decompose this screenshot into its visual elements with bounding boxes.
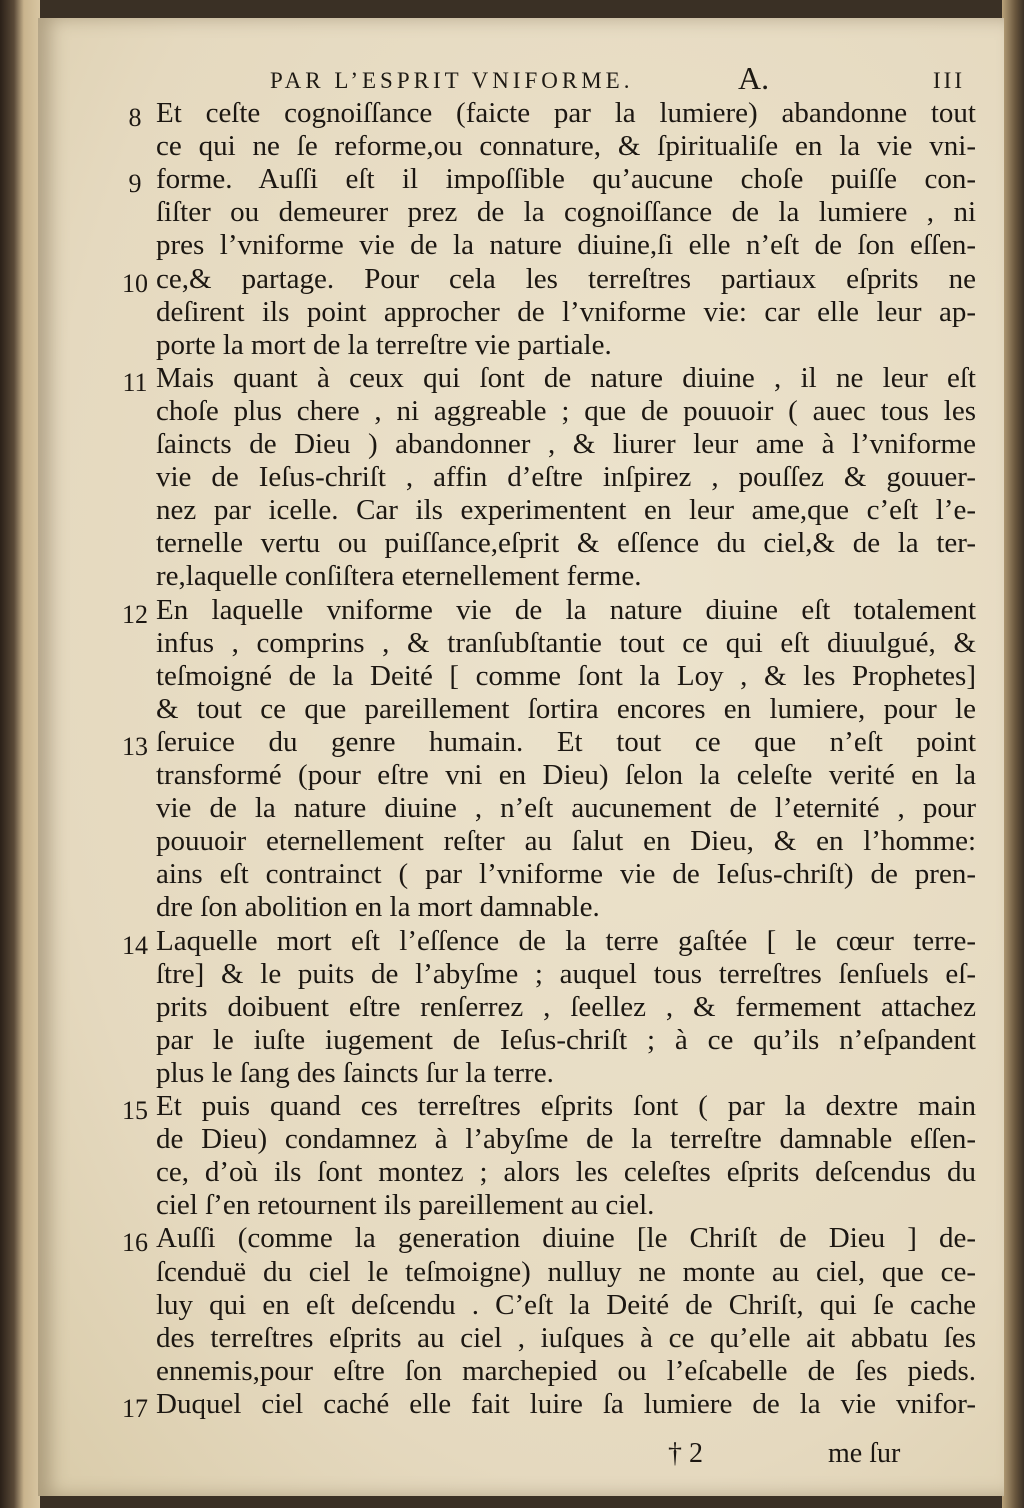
- text-line: porte la mort de la terreſtre vie partiale.: [156, 329, 612, 361]
- verse-number: 9: [128, 169, 142, 198]
- text-line: Et ceſte cognoiſſance (faicte par la lumiere) abandonne tout: [156, 97, 976, 129]
- text-line: Et puis quand ces terreſtres eſprits ſont ( par la dextre main: [156, 1090, 976, 1122]
- text-line: ce, d’où ils ſont montez ; alors les celeſtes eſprits deſcendus du: [156, 1156, 976, 1188]
- page-edge: [1002, 0, 1024, 1508]
- text-line: ce,& partage. Pour cela les terreſtres partiaux eſprits ne: [156, 263, 976, 295]
- page-header: [38, 60, 1004, 100]
- verse-number: 13: [122, 732, 148, 761]
- text-line: prits doibuent eſtre renſerrez , ſeellez , & fermement attachez: [156, 991, 976, 1023]
- signature-letter: A.: [738, 60, 770, 96]
- text-line: teſmoigné de la Deité [ comme ſont la Loy , & les Prophetes]: [156, 660, 976, 692]
- text-line: de Dieu) condamnez à l’abyſme de la terreſtre damnable eſſen-: [156, 1123, 976, 1155]
- verse-number: 11: [122, 368, 148, 397]
- text-line: ciel ſ’en retournent ils pareillement au ciel.: [156, 1189, 655, 1221]
- text-line: forme. Auſſi eſt il impoſſible qu’aucune choſe puiſſe con-: [156, 163, 976, 195]
- text-line: ſcenduë du ciel le teſmoigne) nulluy ne monte au ciel, que ce-: [156, 1256, 976, 1288]
- text-line: & tout ce que pareillement ſortira encores en lumiere, pour le: [156, 693, 976, 725]
- verse-number: 10: [122, 269, 148, 298]
- page-number: III: [933, 68, 965, 93]
- text-line: ſtre] & le puits de l’abyſme ; auquel tous terreſtres ſenſuels eſ-: [156, 958, 976, 990]
- text-line: ennemis,pour eſtre ſon marchepied ou l’eſcabelle de ſes pieds.: [156, 1355, 976, 1387]
- verse-number: 8: [128, 103, 142, 132]
- text-line: Auſſi (comme la generation diuine [le Chriſt de Dieu ] de-: [156, 1222, 976, 1254]
- text-line: re,laquelle conſiſtera eternellement ferme.: [156, 560, 642, 592]
- verse-number: 16: [122, 1228, 148, 1257]
- text-line: pres l’vniforme vie de la nature diuine,ſi elle n’eſt de ſon eſſen-: [156, 229, 976, 261]
- text-line: vie de Ieſus-chriſt , affin d’eſtre inſpirez , pouſſez & gouuer-: [156, 461, 976, 493]
- text-line: infus , comprins , & tranſubſtantie tout ce qui eſt diuulgué, &: [156, 627, 976, 659]
- text-line: ſeruice du genre humain. Et tout ce que n’eſt point: [156, 726, 976, 758]
- text-line: Laquelle mort eſt l’eſſence de la terre gaſtée [ le cœur terre-: [156, 925, 976, 957]
- signature-mark: † 2: [668, 1438, 703, 1469]
- text-line: Mais quant à ceux qui ſont de nature diuine , il ne leur eſt: [156, 362, 976, 394]
- text-line: transformé (pour eſtre vni en Dieu) ſelon la celeſte verité en la: [156, 759, 976, 791]
- text-line: ce qui ne ſe reforme,ou connature, & ſpiritualiſe en la vie vni-: [156, 130, 976, 162]
- text-line: En laquelle vniforme vie de la nature diuine eſt totalement: [156, 594, 976, 626]
- text-line: dre ſon abolition en la mort damnable.: [156, 891, 600, 923]
- text-line: nez par icelle. Car ils experimentent en leur ame,que c’eſt l’e-: [156, 494, 976, 526]
- verse-number: 17: [122, 1394, 148, 1423]
- book-page: [38, 18, 1004, 1496]
- text-line: par le iuſte iugement de Ieſus-chriſt ; à ce qu’ils n’eſpandent: [156, 1024, 976, 1056]
- verse-number: 15: [122, 1096, 148, 1125]
- text-line: ains eſt contrainct ( par l’vniforme vie de Ieſus-chriſt) de pren-: [156, 858, 976, 890]
- running-head: PAR L’ESPRIT VNIFORME.: [270, 68, 634, 93]
- text-line: des terreſtres eſprits au ciel , iuſques à ce qu’elle ait abbatu ſes: [156, 1322, 976, 1354]
- text-line: Duquel ciel caché elle fait luire ſa lumiere de la vie vnifor-: [156, 1388, 976, 1420]
- verse-number: 14: [122, 931, 148, 960]
- text-line: pouuoir eternellement reſter au ſalut en Dieu, & en l’homme:: [156, 825, 976, 857]
- text-line: vie de la nature diuine , n’eſt aucunement de l’eternité , pour: [156, 792, 976, 824]
- book-gutter: [0, 0, 40, 1508]
- text-line: luy qui en eſt deſcendu . C’eſt la Deité de Chriſt, qui ſe cache: [156, 1289, 976, 1321]
- text-line: plus le ſang des ſaincts ſur la terre.: [156, 1057, 554, 1089]
- verse-number: 12: [122, 600, 148, 629]
- text-line: ſaincts de Dieu ) abandonner , & liurer leur ame à l’vniforme: [156, 428, 976, 460]
- catchword: me ſur: [828, 1438, 901, 1469]
- text-line: ſiſter ou demeurer prez de la cognoiſſance de la lumiere , ni: [156, 196, 976, 228]
- text-line: ternelle vertu ou puiſſance,eſprit & eſſence du ciel,& de la ter-: [156, 527, 976, 559]
- text-line: deſirent ils point approcher de l’vniforme vie: car elle leur ap-: [156, 296, 976, 328]
- text-line: choſe plus chere , ni aggreable ; que de pouuoir ( auec tous les: [156, 395, 976, 427]
